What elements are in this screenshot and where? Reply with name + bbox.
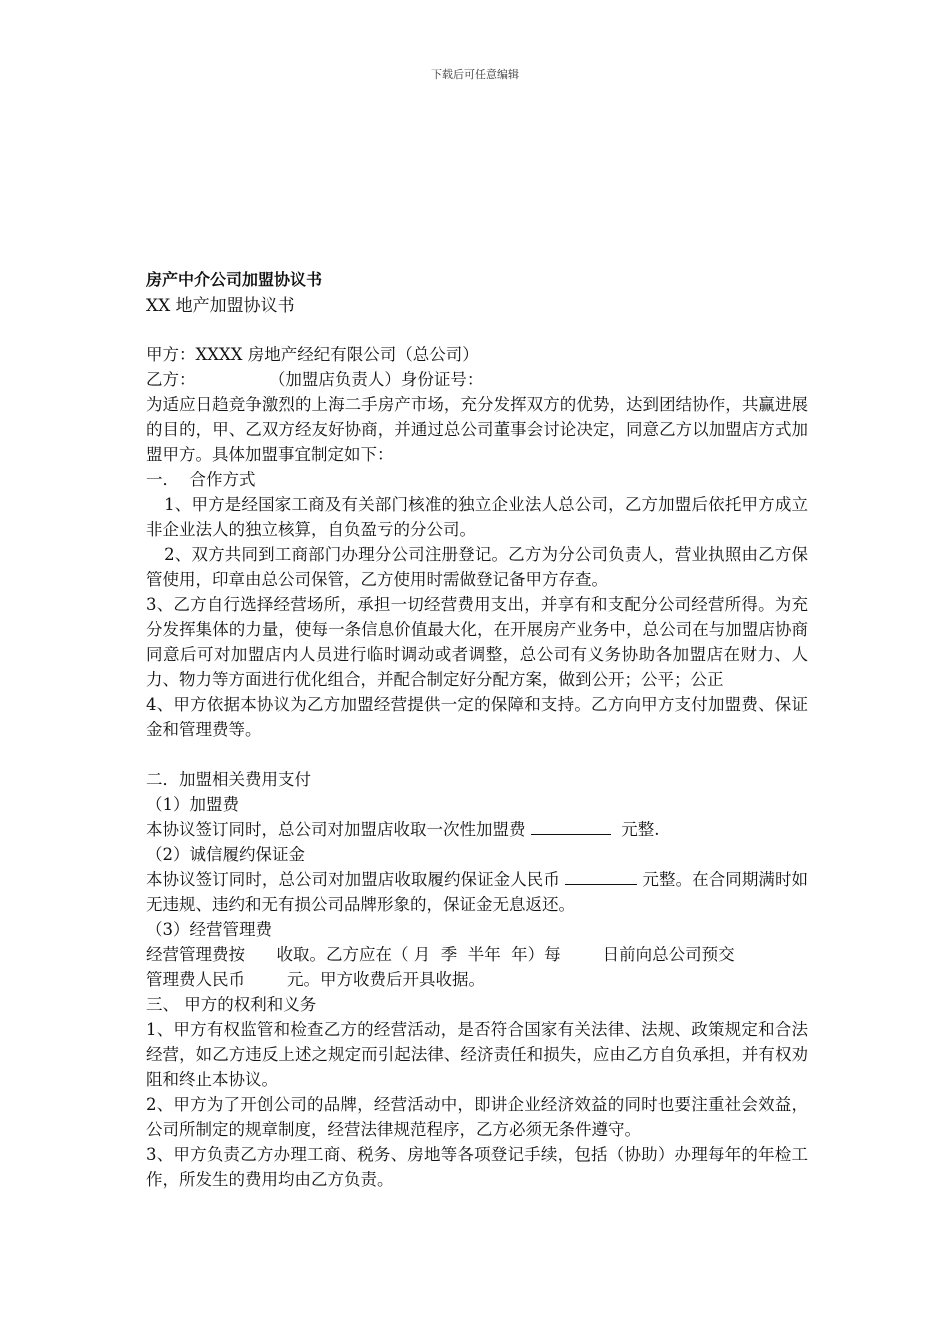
section-3-item-2: 2、甲方为了开创公司的品牌，经营活动中，即讲企业经济效益的同时也要注重社会效益，公司所制定的规章制度，经营法律规范程序，乙方必须无条件遵守。: [146, 1095, 808, 1139]
party-a-line: 甲方：XXXX 房地产经纪有限公司（总公司）: [146, 345, 479, 364]
section-1-item-2: 2、双方共同到工商部门办理分公司注册登记。乙方为分公司负责人，营业执照由乙方保管使用，印章由总公司保管，乙方使用时需做登记备甲方存查。: [146, 545, 808, 589]
agreement-document: [146, 268, 808, 1192]
section-3-item-3: 3、甲方负责乙方办理工商、税务、房地等各项登记手续，包括（协助）办理每年的年检工作，所发生的费用均由乙方负责。: [146, 1145, 808, 1189]
section-3-heading: 三、 甲方的权利和义务: [146, 995, 317, 1014]
fee-2-text-start: 本协议签订同时，总公司对加盟店收取履约保证金人民币: [146, 870, 566, 889]
section-2-heading: 二．加盟相关费用支付: [146, 770, 311, 789]
fee-1-amount-blank: [531, 818, 611, 835]
section-1-item-1: 1、甲方是经国家工商及有关部门核准的独立企业法人总公司，乙方加盟后依托甲方成立非企业法人的独立核算，自负盈亏的分公司。: [146, 495, 808, 539]
fee-1-text: [146, 817, 808, 842]
fee-1-heading: （1）加盟费: [146, 795, 239, 814]
document-title: 房产中介公司加盟协议书: [146, 270, 323, 289]
section-1-item-4: 4、甲方依据本协议为乙方加盟经营提供一定的保障和支持。乙方向甲方支付加盟费、保证金和管理费等。: [146, 695, 808, 739]
fee-3-line-1: 经营管理费按 收取。乙方应在（ 月 季 半年 年）每 日前向总公司预交: [146, 945, 735, 964]
page-header-note: 下载后可任意编辑: [431, 68, 519, 81]
fee-3-heading: （3）经营管理费: [146, 920, 272, 939]
section-spacer: [146, 742, 808, 767]
section-3-item-1: 1、甲方有权监管和检查乙方的经营活动，是否符合国家有关法律、法规、政策规定和合法经营，如乙方违反上述之规定而引起法律、经济责任和损失，应由乙方自负承担，并有权劝阻和终止本协议。: [146, 1020, 808, 1089]
fee-2-heading: （2）诚信履约保证金: [146, 845, 305, 864]
fee-2-text-end: 元整。在合同期满时如无违规、违约和无有损公司品牌形象的，保证金无息返还。: [146, 870, 809, 914]
fee-1-text-start: 本协议签订同时，总公司对加盟店收取一次性加盟费: [146, 820, 531, 839]
fee-1-text-end: 元整.: [610, 820, 660, 839]
fee-3-line-2: 管理费人民币 元。甲方收费后开具收据。: [146, 970, 485, 989]
party-b-line: 乙方： （加盟店负责人）身份证号：: [146, 370, 484, 389]
intro-paragraph: 为适应日趋竞争激烈的上海二手房产市场，充分发挥双方的优势，达到团结协作，共赢进展的目的，甲、乙双方经友好协商，并通过总公司董事会讨论决定，同意乙方以加盟店方式加盟甲方。具体加盟事宜制定如下：: [146, 395, 808, 464]
fee-2-text: [146, 867, 808, 917]
fee-2-amount-blank: [565, 868, 637, 885]
section-1-item-3: 3、乙方自行选择经营场所，承担一切经营费用支出，并享有和支配分公司经营所得。为充分发挥集体的力量，使每一条信息价值最大化，在开展房产业务中，总公司在与加盟店协商同意后可对加盟店内人员进行临时调动或者调整，总公司有义务协助各加盟店在财力、人力、物力等方面进行优化组合，并配合制定好分配方案，做到公开；公平；公正: [146, 595, 808, 689]
document-subtitle: XX 地产加盟协议书: [146, 296, 295, 316]
section-1-heading: 一． 合作方式: [146, 470, 256, 489]
